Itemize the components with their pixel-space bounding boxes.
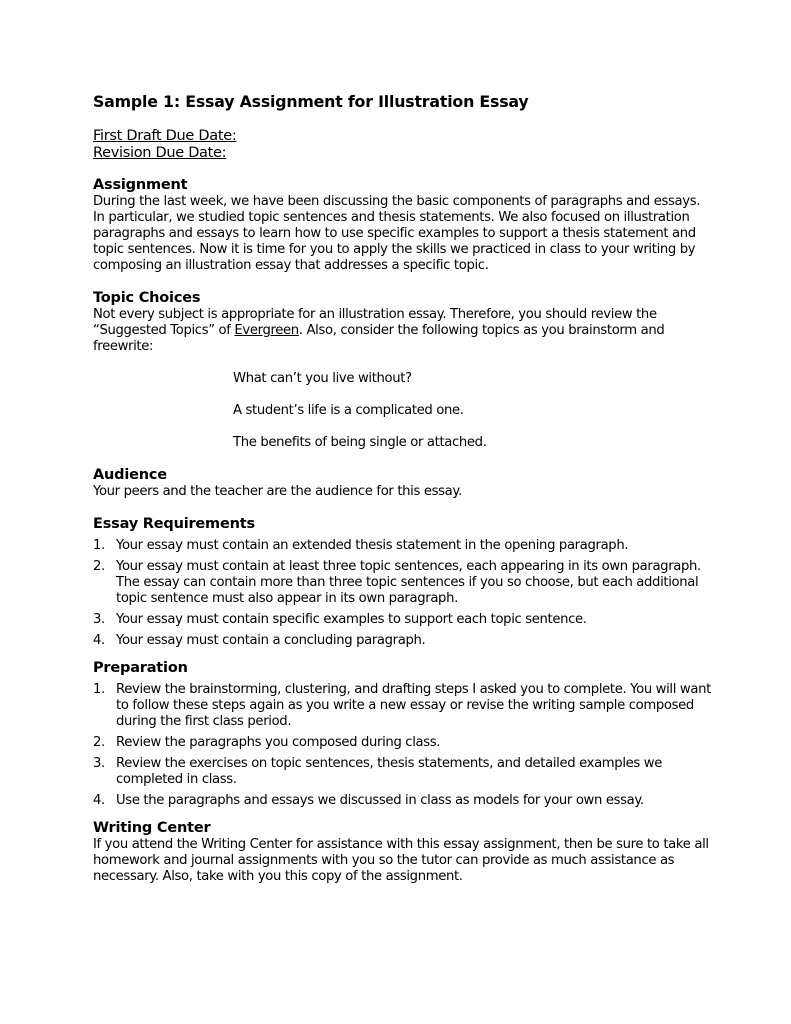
list-item (93, 682, 713, 730)
list-text: Review the paragraphs you composed during class. (116, 735, 441, 750)
writing-center-body: If you attend the Writing Center for assistance with this essay assignment, then be sure to take all homework and journal assignments with you so the tutor can provide as much assistance as necessary. Also, take with you this copy of the assignment. (93, 837, 709, 884)
topic-item: A student’s life is a complicated one. (233, 403, 464, 418)
list-text: Your essay must contain at least three topic sentences, each appearing in its own paragraph. The essay can contain more than three topic sentences if you so choose, but each additional topic sentence must also appear in its own paragraph. (116, 559, 701, 606)
essay-requirements-list (93, 538, 713, 649)
list-text: Your essay must contain an extended thesis statement in the opening paragraph. (116, 538, 629, 553)
list-number: 4. (93, 793, 105, 808)
list-number: 4. (93, 633, 105, 648)
document-title: Sample 1: Essay Assignment for Illustration Essay (93, 92, 529, 111)
list-item (93, 559, 713, 607)
writing-center-section (93, 820, 713, 885)
list-number: 3. (93, 612, 105, 627)
list-text: Review the brainstorming, clustering, and drafting steps I asked you to complete. You will want to follow these steps again as you write a new essay or revise the writing sample composed during the first class period. (116, 682, 711, 729)
audience-heading: Audience (93, 467, 167, 483)
topic-item: What can’t you live without? (233, 371, 412, 386)
topic-list (233, 371, 713, 451)
list-item (93, 793, 713, 809)
due-dates (93, 128, 713, 162)
list-number: 2. (93, 735, 105, 750)
list-text: Your essay must contain a concluding paragraph. (116, 633, 426, 648)
preparation-list (93, 682, 713, 809)
assignment-body: During the last week, we have been discussing the basic components of paragraphs and essays. In particular, we studied topic sentences and thesis statements. We also focused on illustration paragraphs and essays to learn how to use specific examples to support a thesis statement and topic sentences. Now it is time for you to apply the skills we practiced in class to your writing by composing an illustration essay that addresses a specific topic. (93, 194, 701, 273)
topic-choices-body-part2: . Also, consider the following topics as you brainstorm and freewrite: (93, 323, 665, 354)
list-number: 2. (93, 559, 105, 574)
document-content (93, 91, 713, 901)
audience-section (93, 467, 713, 500)
book-title-evergreen: Evergreen (234, 323, 299, 338)
assignment-section (93, 177, 713, 274)
assignment-heading: Assignment (93, 177, 188, 193)
topic-choices-body (93, 307, 713, 355)
list-item (93, 735, 713, 751)
preparation-section (93, 660, 713, 809)
list-text: Your essay must contain specific examples to support each topic sentence. (116, 612, 587, 627)
audience-body: Your peers and the teacher are the audience for this essay. (93, 484, 462, 499)
list-number: 1. (93, 538, 105, 553)
list-text: Review the exercises on topic sentences, thesis statements, and detailed examples we completed in class. (116, 756, 662, 787)
topic-choices-body-part1: Not every subject is appropriate for an illustration essay. Therefore, you should review the “Suggested Topics” of (93, 307, 657, 338)
first-draft-due-date: First Draft Due Date: (93, 128, 237, 144)
essay-requirements-section (93, 516, 713, 649)
list-item (93, 612, 713, 628)
list-number: 1. (93, 682, 105, 697)
list-item (93, 633, 713, 649)
topic-choices-heading: Topic Choices (93, 290, 201, 306)
essay-requirements-heading: Essay Requirements (93, 516, 255, 532)
writing-center-heading: Writing Center (93, 820, 211, 836)
list-text: Use the paragraphs and essays we discussed in class as models for your own essay. (116, 793, 644, 808)
preparation-heading: Preparation (93, 660, 188, 676)
topic-item: The benefits of being single or attached. (233, 435, 487, 450)
list-number: 3. (93, 756, 105, 771)
topic-choices-section (93, 290, 713, 451)
list-item (93, 538, 713, 554)
revision-due-date: Revision Due Date: (93, 145, 227, 161)
list-item (93, 756, 713, 788)
